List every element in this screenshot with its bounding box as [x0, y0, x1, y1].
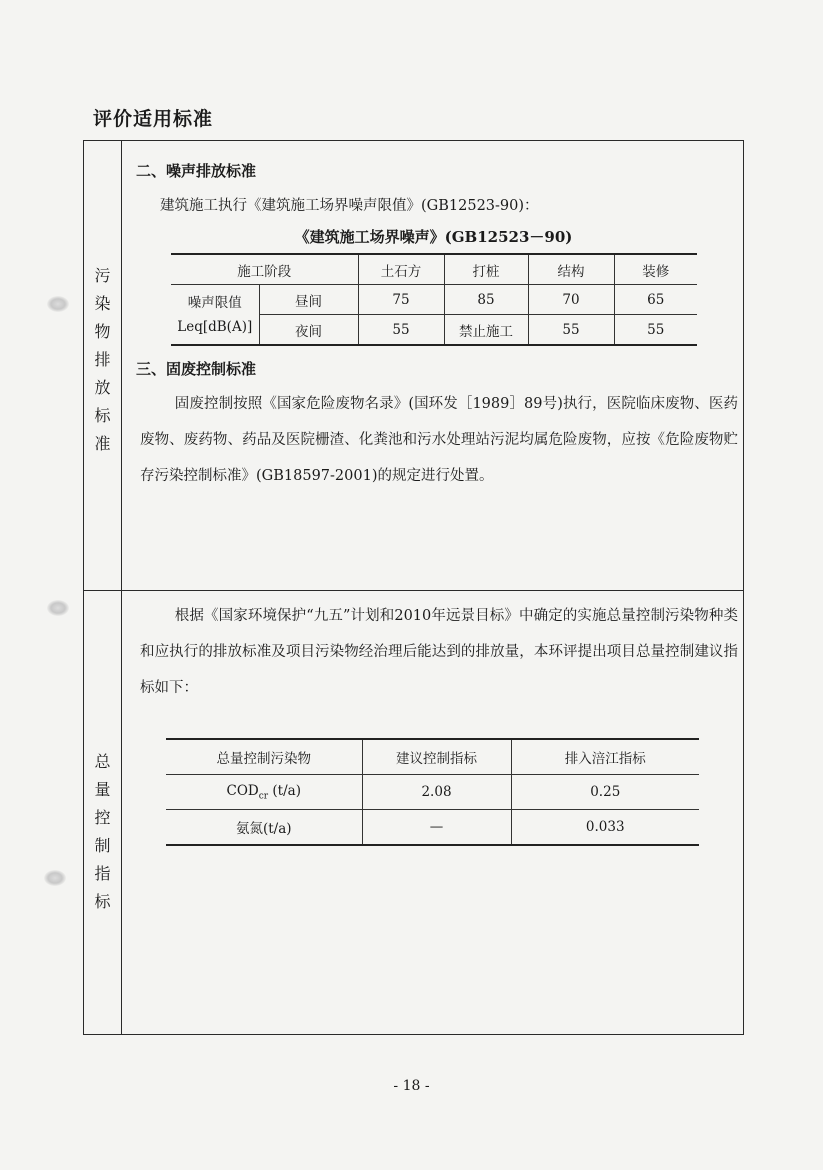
period-cell: 昼间: [259, 285, 358, 315]
side-label-pollutant-standard: 污 染 物 排 放 标 准: [94, 266, 111, 453]
table-cell: 0.25: [511, 775, 699, 810]
page-title: 评价适用标准: [93, 108, 214, 130]
table-cell: 0.033: [511, 810, 699, 846]
total-control-paragraph: 根据《国家环境保护“九五”计划和2010年远景目标》中确定的实施总量控制污染物种类和应执行的排放标准及项目污染物经治理后能达到的排放量，本环评提出项目总量控制建议指标如下：: [140, 608, 738, 696]
header-cell: 总量控制污染物: [166, 739, 362, 775]
punch-hole-bottom: [44, 870, 66, 886]
pollutant-name: COD: [226, 782, 259, 799]
header-cell: 打桩: [444, 254, 528, 285]
header-cell: 施工阶段: [171, 254, 358, 285]
pollutant-cell: [166, 775, 362, 810]
row-label-line: 噪声限值: [187, 294, 242, 311]
noise-table-title: 《建筑施工场界噪声》(GB12523－90): [294, 228, 573, 246]
table-cell: 75: [358, 285, 444, 315]
table-row: [166, 775, 699, 810]
table-cell: 85: [444, 285, 528, 315]
table-cell: 65: [614, 285, 697, 315]
punch-hole-top: [47, 296, 69, 312]
table-header-row: [171, 254, 697, 285]
noise-heading: 二、噪声排放标准: [136, 162, 257, 180]
table-row: [166, 810, 699, 846]
header-cell: 结构: [528, 254, 614, 285]
header-cell: 土石方: [358, 254, 444, 285]
page-number: - 18 -: [393, 1078, 430, 1094]
pollutant-unit: (t/a): [268, 782, 301, 799]
side-label-total-control: 总 量 控 制 指 标: [94, 752, 111, 911]
noise-limit-table: [171, 253, 697, 346]
table-row: [171, 285, 697, 315]
header-cell: 建议控制指标: [362, 739, 511, 775]
table-cell: 2.08: [362, 775, 511, 810]
table-cell: —: [362, 810, 511, 846]
row-label-cell: [171, 285, 259, 346]
frame-row-divider: [83, 590, 744, 591]
frame-column-divider: [121, 140, 122, 1035]
table-cell: 70: [528, 285, 614, 315]
row-label-line: Leq[dB(A)]: [177, 318, 253, 335]
header-cell: 装修: [614, 254, 697, 285]
table-cell: 55: [358, 315, 444, 346]
pollutant-subscript: cr: [258, 791, 269, 802]
pollutant-cell: 氨氮(t/a): [166, 810, 362, 846]
solid-waste-paragraph: 固废控制按照《国家危险废物名录》(国环发［1989］89号)执行，医院临床废物、医药废物、废药物、药品及医院栅渣、化粪池和污水处理站污泥均属危险废物，应按《危险废物贮存污染控制标准》(GB18597-2001)的规定进行处置。: [140, 396, 738, 484]
noise-intro: 建筑施工执行《建筑施工场界噪声限值》(GB12523-90)：: [160, 198, 539, 214]
table-cell: 55: [614, 315, 697, 346]
solid-waste-heading: 三、固废控制标准: [136, 360, 257, 378]
punch-hole-middle: [47, 600, 69, 616]
total-control-table: [166, 738, 699, 846]
table-header-row: [166, 739, 699, 775]
header-cell: 排入涪江指标: [511, 739, 699, 775]
table-cell: 禁止施工: [444, 315, 528, 346]
period-cell: 夜间: [259, 315, 358, 346]
table-cell: 55: [528, 315, 614, 346]
